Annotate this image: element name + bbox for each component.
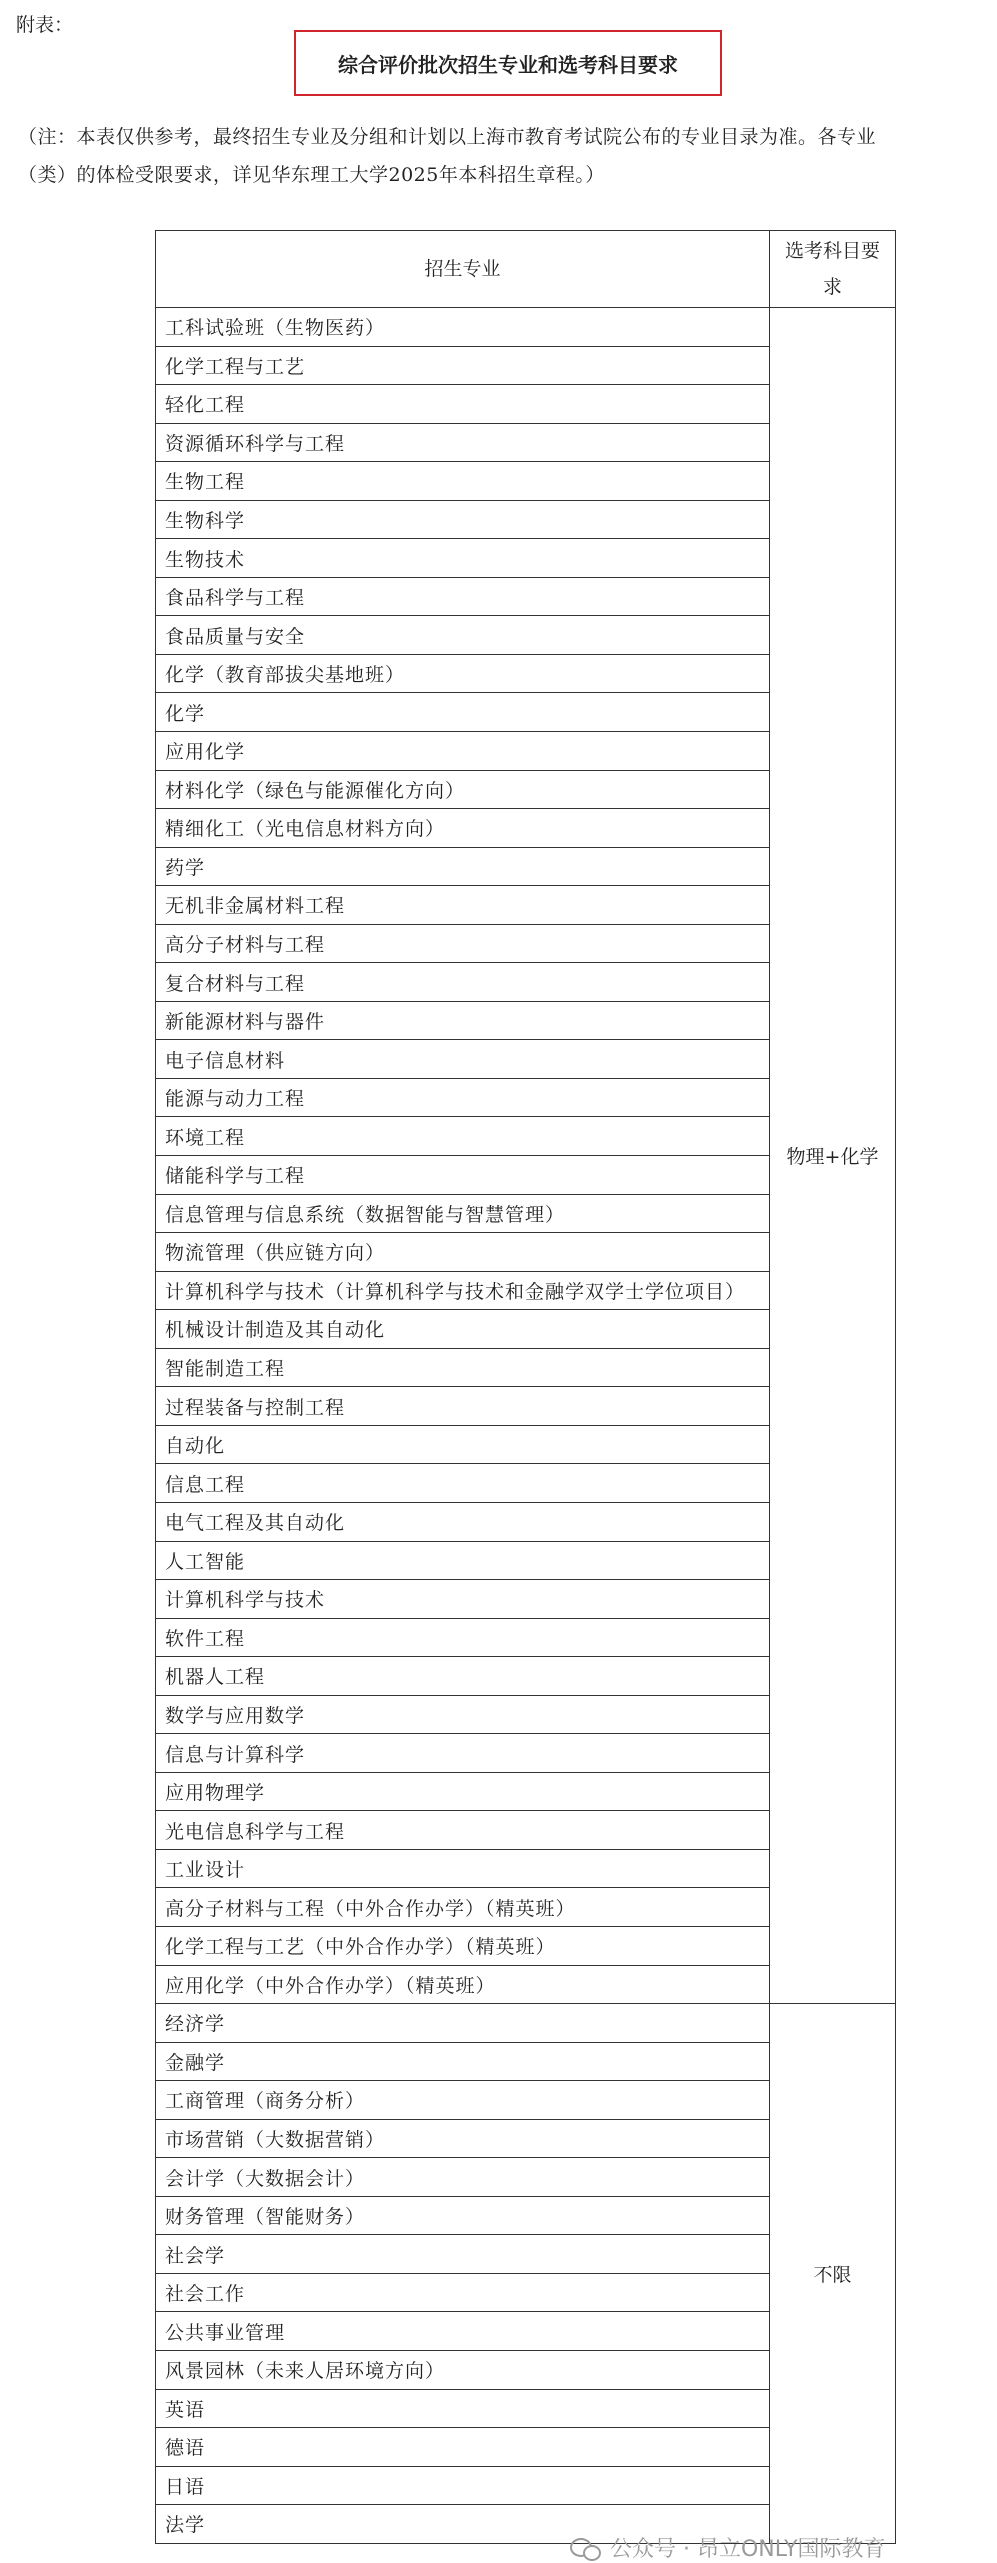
major-cell: 信息工程 bbox=[156, 1464, 770, 1503]
major-cell: 化学（教育部拔尖基地班） bbox=[156, 654, 770, 693]
major-cell: 社会学 bbox=[156, 2235, 770, 2274]
major-cell: 食品科学与工程 bbox=[156, 577, 770, 616]
major-cell: 工业设计 bbox=[156, 1849, 770, 1888]
major-cell: 社会工作 bbox=[156, 2273, 770, 2312]
major-cell: 储能科学与工程 bbox=[156, 1156, 770, 1195]
table-header-row bbox=[156, 231, 896, 308]
major-cell: 电气工程及其自动化 bbox=[156, 1502, 770, 1541]
major-cell: 自动化 bbox=[156, 1425, 770, 1464]
major-cell: 智能制造工程 bbox=[156, 1348, 770, 1387]
major-cell: 信息管理与信息系统（数据智能与智慧管理） bbox=[156, 1194, 770, 1233]
major-cell: 软件工程 bbox=[156, 1618, 770, 1657]
major-cell: 化学工程与工艺（中外合作办学）（精英班） bbox=[156, 1926, 770, 1965]
major-cell: 食品质量与安全 bbox=[156, 616, 770, 655]
major-cell: 环境工程 bbox=[156, 1117, 770, 1156]
watermark bbox=[570, 2532, 886, 2563]
major-cell: 无机非金属材料工程 bbox=[156, 886, 770, 925]
majors-table-wrapper bbox=[155, 230, 896, 2544]
major-cell: 新能源材料与器件 bbox=[156, 1001, 770, 1040]
requirement-cell: 不限 bbox=[770, 2004, 896, 2544]
page-title-text: 综合评价批次招生专业和选考科目要求 bbox=[338, 52, 678, 77]
header-requirement-line-1: 选考科目要 bbox=[784, 240, 880, 262]
table-row bbox=[156, 308, 896, 347]
major-cell: 法学 bbox=[156, 2505, 770, 2544]
major-cell: 信息与计算科学 bbox=[156, 1734, 770, 1773]
major-cell: 材料化学（绿色与能源催化方向） bbox=[156, 770, 770, 809]
major-cell: 日语 bbox=[156, 2466, 770, 2505]
major-cell: 精细化工（光电信息材料方向） bbox=[156, 809, 770, 848]
major-cell: 机械设计制造及其自动化 bbox=[156, 1310, 770, 1349]
major-cell: 英语 bbox=[156, 2389, 770, 2428]
major-cell: 生物科学 bbox=[156, 500, 770, 539]
header-requirement-line-2: 求 bbox=[822, 276, 842, 298]
major-cell: 电子信息材料 bbox=[156, 1040, 770, 1079]
table-row bbox=[156, 2004, 896, 2043]
major-cell: 金融学 bbox=[156, 2042, 770, 2081]
page-title bbox=[294, 30, 722, 96]
requirement-cell: 物理+化学 bbox=[770, 308, 896, 2004]
major-cell: 工商管理（商务分析） bbox=[156, 2081, 770, 2120]
major-cell: 人工智能 bbox=[156, 1541, 770, 1580]
major-cell: 计算机科学与技术 bbox=[156, 1580, 770, 1619]
appendix-label: 附表： bbox=[16, 14, 74, 36]
major-cell: 光电信息科学与工程 bbox=[156, 1811, 770, 1850]
note-line-1: （注：本表仅供参考，最终招生专业及分组和计划以上海市教育考试院公布的专业目录为准。各专业 bbox=[18, 126, 877, 148]
major-cell: 计算机科学与技术（计算机科学与技术和金融学双学士学位项目） bbox=[156, 1271, 770, 1310]
major-cell: 机器人工程 bbox=[156, 1657, 770, 1696]
major-cell: 过程装备与控制工程 bbox=[156, 1387, 770, 1426]
major-cell: 应用化学 bbox=[156, 732, 770, 771]
note bbox=[18, 118, 980, 194]
major-cell: 能源与动力工程 bbox=[156, 1078, 770, 1117]
watermark-text: 公众号 · 昂立ONLY国际教育 bbox=[610, 2537, 886, 2562]
major-cell: 德语 bbox=[156, 2428, 770, 2467]
major-cell: 生物技术 bbox=[156, 539, 770, 578]
major-cell: 应用化学（中外合作办学）（精英班） bbox=[156, 1965, 770, 2004]
major-cell: 化学工程与工艺 bbox=[156, 346, 770, 385]
major-cell: 市场营销（大数据营销） bbox=[156, 2119, 770, 2158]
major-cell: 数学与应用数学 bbox=[156, 1695, 770, 1734]
table-body bbox=[156, 308, 896, 2544]
majors-table bbox=[155, 230, 896, 2544]
major-cell: 风景园林（未来人居环境方向） bbox=[156, 2350, 770, 2389]
header-major: 招生专业 bbox=[156, 231, 770, 308]
major-cell: 高分子材料与工程 bbox=[156, 924, 770, 963]
major-cell: 药学 bbox=[156, 847, 770, 886]
major-cell: 物流管理（供应链方向） bbox=[156, 1233, 770, 1272]
major-cell: 资源循环科学与工程 bbox=[156, 423, 770, 462]
major-cell: 工科试验班（生物医药） bbox=[156, 308, 770, 347]
major-cell: 复合材料与工程 bbox=[156, 963, 770, 1002]
major-cell: 应用物理学 bbox=[156, 1772, 770, 1811]
major-cell: 生物工程 bbox=[156, 462, 770, 501]
major-cell: 经济学 bbox=[156, 2004, 770, 2043]
major-cell: 公共事业管理 bbox=[156, 2312, 770, 2351]
note-line-2: （类）的体检受限要求，详见华东理工大学2025年本科招生章程。） bbox=[18, 164, 605, 186]
major-cell: 轻化工程 bbox=[156, 385, 770, 424]
major-cell: 化学 bbox=[156, 693, 770, 732]
major-cell: 高分子材料与工程（中外合作办学）（精英班） bbox=[156, 1888, 770, 1927]
major-cell: 会计学（大数据会计） bbox=[156, 2158, 770, 2197]
header-requirement bbox=[770, 231, 896, 308]
major-cell: 财务管理（智能财务） bbox=[156, 2196, 770, 2235]
wechat-icon bbox=[570, 2537, 600, 2559]
